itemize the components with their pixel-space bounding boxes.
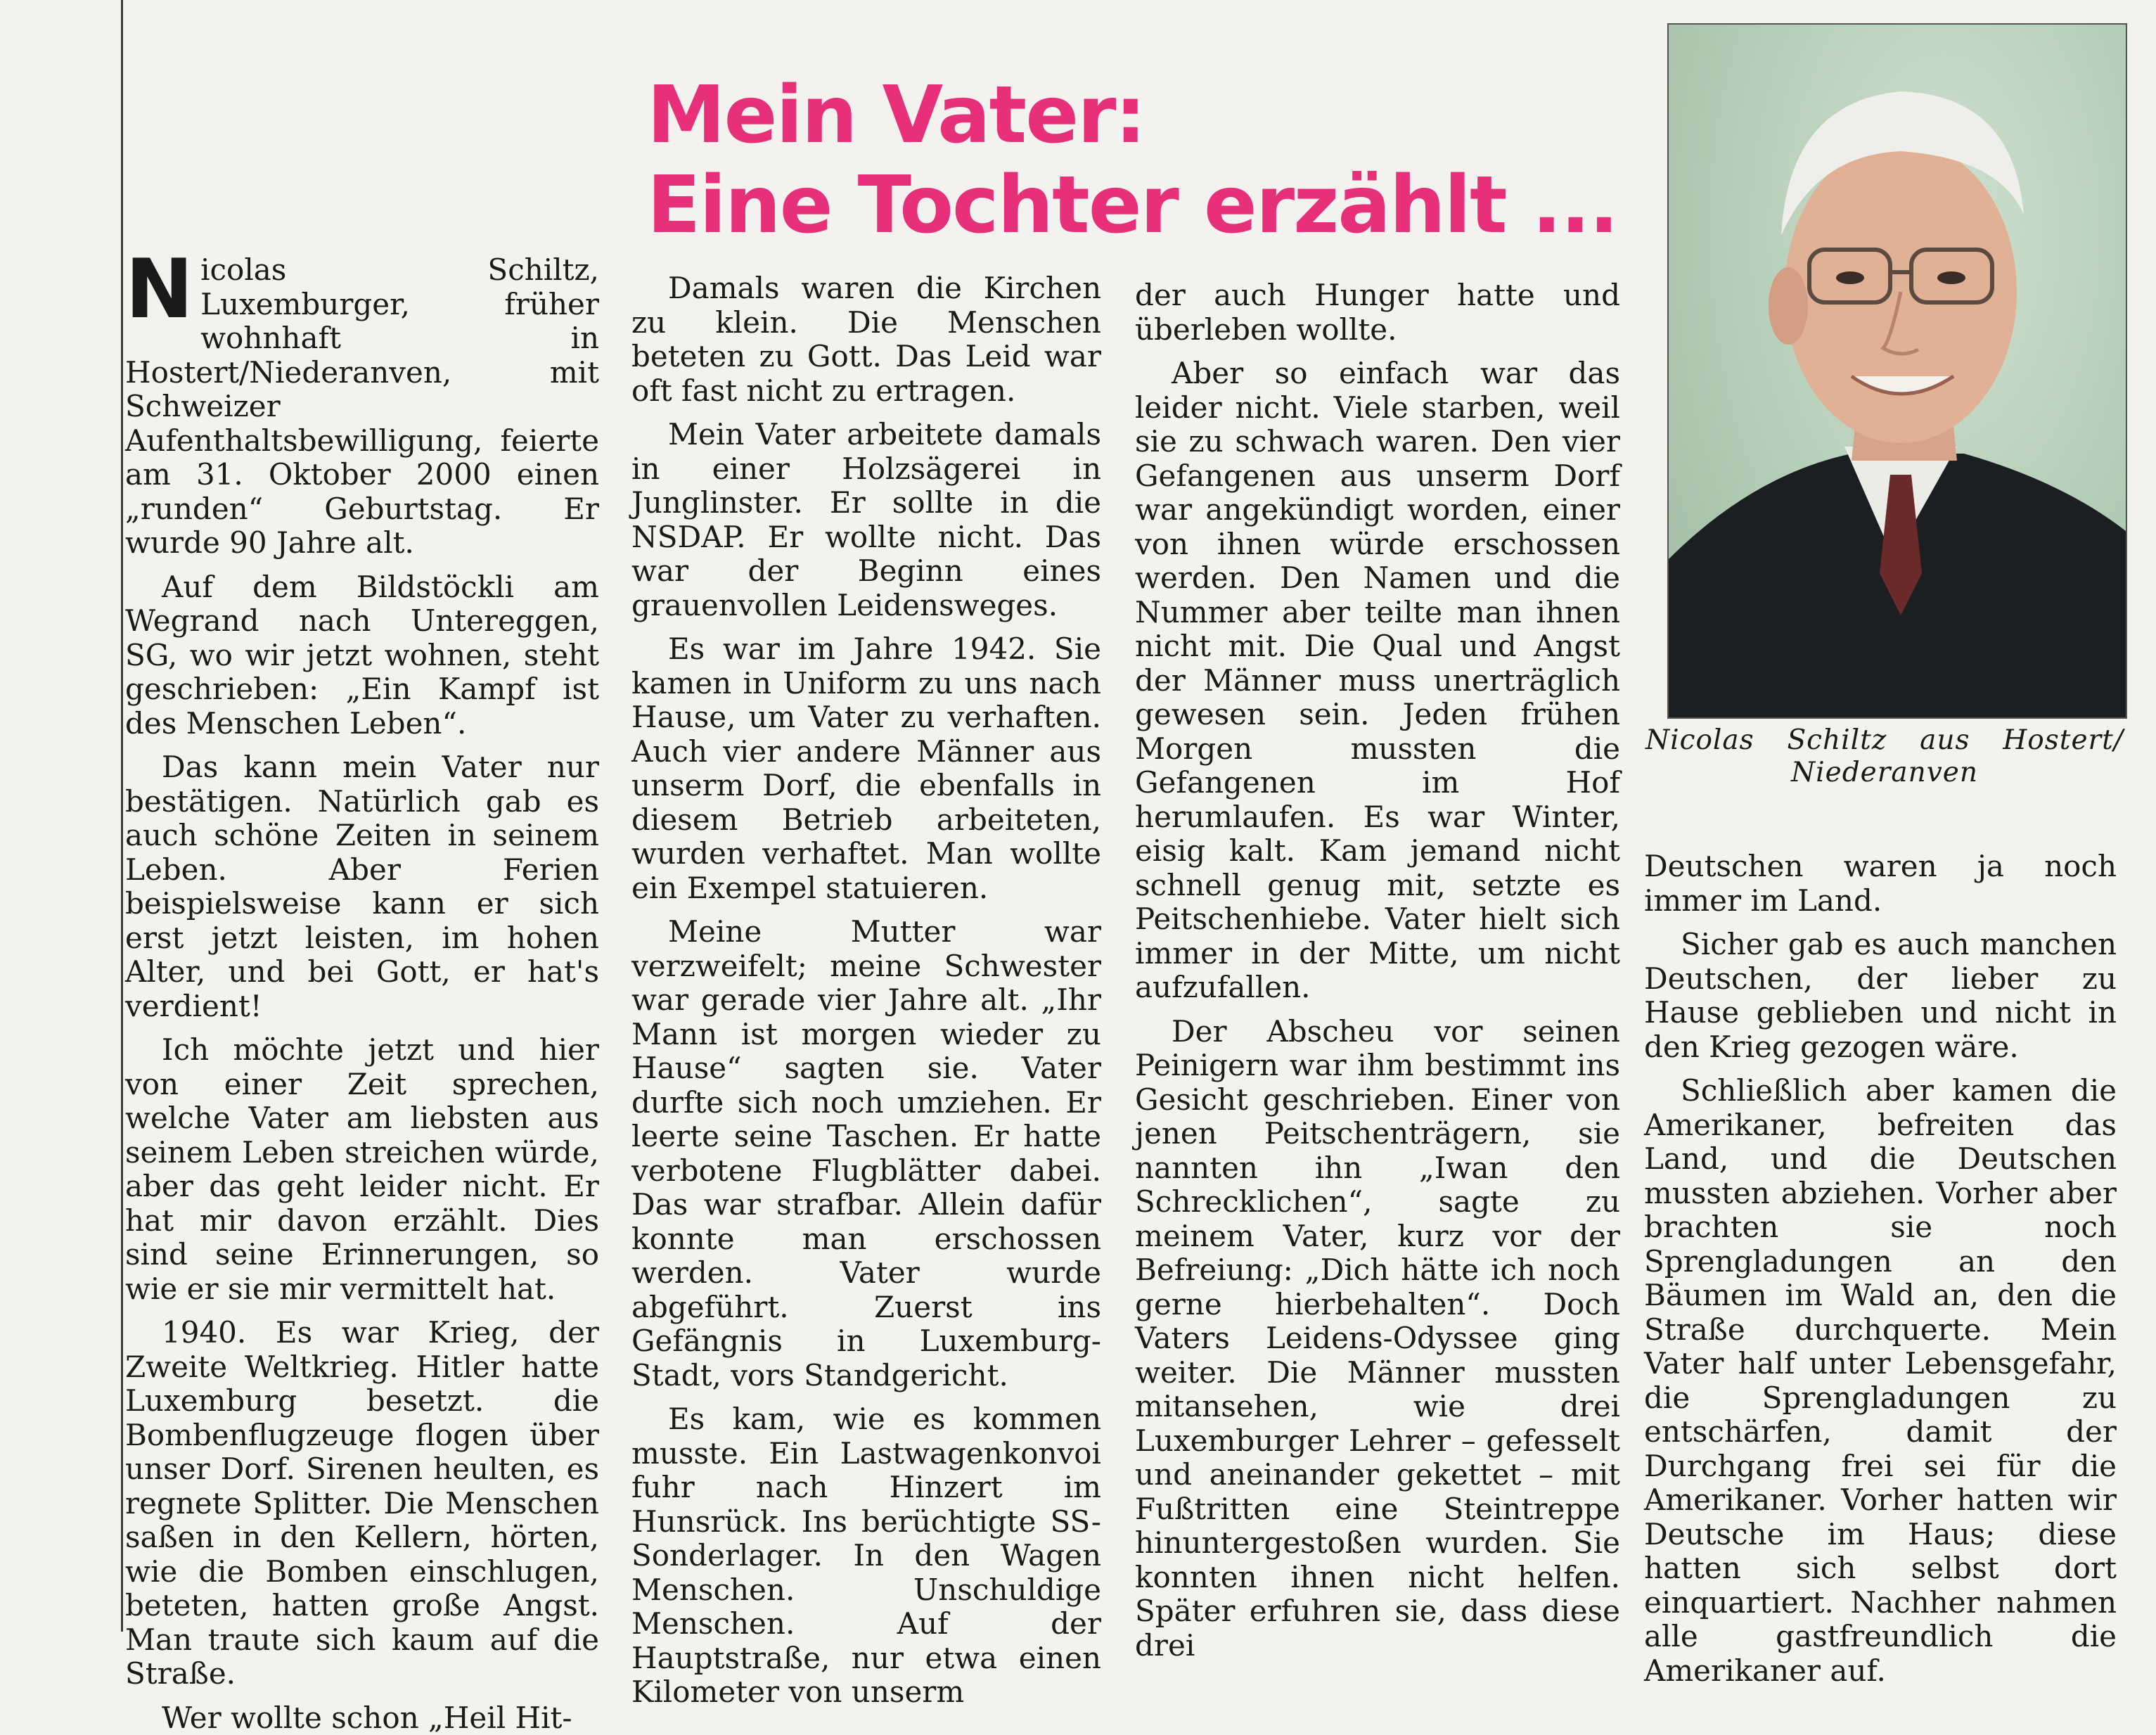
paragraph-text: icolas Schiltz, Luxemburger, früher wohnhaft in Hostert/Niederanven, mit Schweizer Aufenthaltsbewilligung, feierte am 31. Oktober 2000 einen „runden“ Geburtstag. Er wurde 90 Jahre alt.	[125, 252, 599, 560]
paragraph: Mein Vater arbeitete damals in einer Holzsägerei in Junglinster. Er sollte in die NSDAP. Er wollte nicht. Das war der Beginn eines grauenvollen Leidensweges.	[631, 418, 1101, 622]
article-column-4	[1644, 850, 2117, 1632]
paragraph: Deutschen waren ja noch immer im Land.	[1644, 850, 2117, 918]
article-column-1	[125, 253, 599, 1632]
paragraph: Damals waren die Kirchen zu klein. Die Menschen beteten zu Gott. Das Leid war oft fast nicht zu ertragen.	[631, 271, 1101, 408]
portrait-illustration	[1669, 25, 2126, 717]
headline	[647, 70, 1617, 250]
photo-caption: Nicolas Schiltz aus Hostert/ Niederanven	[1645, 724, 2124, 789]
column-rule	[121, 0, 123, 1632]
paragraph: Sicher gab es auch manchen Deutschen, der lieber zu Hause geblieben und nicht in den Krieg gezogen wäre.	[1644, 928, 2117, 1064]
headline-line-1: Mein Vater:	[647, 70, 1617, 160]
paragraph	[125, 253, 599, 561]
drop-cap: N	[125, 257, 193, 322]
paragraph: Es kam, wie es kommen musste. Ein Lastwagenkonvoi fuhr nach Hinzert im Hunsrück. Ins berüchtigte SS-Sonderlager. In den Wagen Menschen. Unschuldige Menschen. Auf der Hauptstraße, nur etwa einen Kilometer von unserm	[631, 1402, 1101, 1710]
portrait-photo	[1667, 23, 2127, 719]
paragraph: Wer wollte schon „Heil Hit-	[125, 1701, 599, 1735]
paragraph: Aber so einfach war das leider nicht. Viele starben, weil sie zu schwach waren. Den vier Gefangenen aus unserm Dorf war angekündigt worden, einer von ihnen würde erschossen werden. Den Namen und die Nummer aber teilte man ihnen nicht mit. Die Qual und Angst der Männer muss unerträglich gewesen sein. Jeden frühen Morgen mussten die Gefangenen im Hof herumlaufen. Es war Winter, eisig kalt. Kam jemand nicht schnell genug mit, setzte es Peitschenhiebe. Vater hielt sich immer in der Mitte, um nicht aufzufallen.	[1135, 357, 1620, 1005]
paragraph: Ich möchte jetzt und hier von einer Zeit sprechen, welche Vater am liebsten aus seinem Leben streichen würde, aber das geht leider nicht. Er hat mir davon erzählt. Dies sind seine Erinnerungen, so wie er sie mir vermittelt hat.	[125, 1033, 599, 1306]
paragraph: 1940. Es war Krieg, der Zweite Weltkrieg. Hitler hatte Luxemburg besetzt. die Bombenflugzeuge flogen über unser Dorf. Sirenen heulten, es regnete Splitter. Die Menschen saßen in den Kellern, hörten, wie die Bomben einschlugen, beteten, hatten große Angst. Man traute sich kaum auf die Straße.	[125, 1316, 599, 1691]
paragraph: Meine Mutter war verzweifelt; meine Schwester war gerade vier Jahre alt. „Ihr Mann ist morgen wieder zu Hause“ sagten sie. Vater durfte sich noch umziehen. Er leerte seine Taschen. Er hatte verbotene Flugblätter dabei. Das war strafbar. Allein dafür konnte man erschossen werden. Vater wurde abgeführt. Zuerst ins Gefängnis in Luxemburg-Stadt, vors Standgericht.	[631, 915, 1101, 1393]
paragraph: Der Abscheu vor seinen Peinigern war ihm bestimmt ins Gesicht geschrieben. Einer von jenen Peitschenträgern, sie nannten ihn „Iwan den Schrecklichen“, sagte zu meinem Vater, kurz vor der Befreiung: „Dich hätte ich noch gerne hierbehalten“. Doch Vaters Leidens-Odyssee ging weiter. Die Männer mussten mitansehen, wie drei Luxemburger Lehrer – gefesselt und aneinander gekettet – mit Fußtritten eine Steintreppe hinuntergestoßen wurden. Sie konnten ihnen nicht helfen. Später erfuhren sie, dass diese drei	[1135, 1015, 1620, 1663]
article-column-3	[1135, 279, 1620, 1657]
paragraph: Schließlich aber kamen die Amerikaner, befreiten das Land, und die Deutschen mussten abziehen. Vorher aber brachten sie noch Sprengladungen an den Bäumen im Wald an, den die Straße durchquerte. Mein Vater half unter Lebensgefahr, die Sprengladungen zu entschärfen, damit der Durchgang frei sei für die Amerikaner. Vorher hatten wir Deutsche im Haus; diese hatten sich selbst dort einquartiert. Nachher nahmen alle gastfreundlich die Amerikaner auf.	[1644, 1074, 2117, 1688]
article-column-2	[631, 271, 1101, 1650]
paragraph: Es war im Jahre 1942. Sie kamen in Uniform zu uns nach Hause, um Vater zu verhaften. Auch vier andere Männer aus unserm Dorf, die ebenfalls in diesem Betrieb arbeiteten, wurden verhaftet. Man wollte ein Exempel statuieren.	[631, 632, 1101, 905]
headline-line-2: Eine Tochter erzählt ...	[647, 160, 1617, 250]
paragraph: der auch Hunger hatte und überleben wollte.	[1135, 279, 1620, 347]
paragraph: Das kann mein Vater nur bestätigen. Natürlich gab es auch schöne Zeiten in seinem Leben. Aber Ferien beispielsweise kann er sich erst jetzt leisten, im hohen Alter, und bei Gott, er hat's verdient!	[125, 750, 599, 1023]
paragraph: Auf dem Bildstöckli am Wegrand nach Untereggen, SG, wo wir jetzt wohnen, steht geschrieben: „Ein Kampf ist des Menschen Leben“.	[125, 570, 599, 741]
